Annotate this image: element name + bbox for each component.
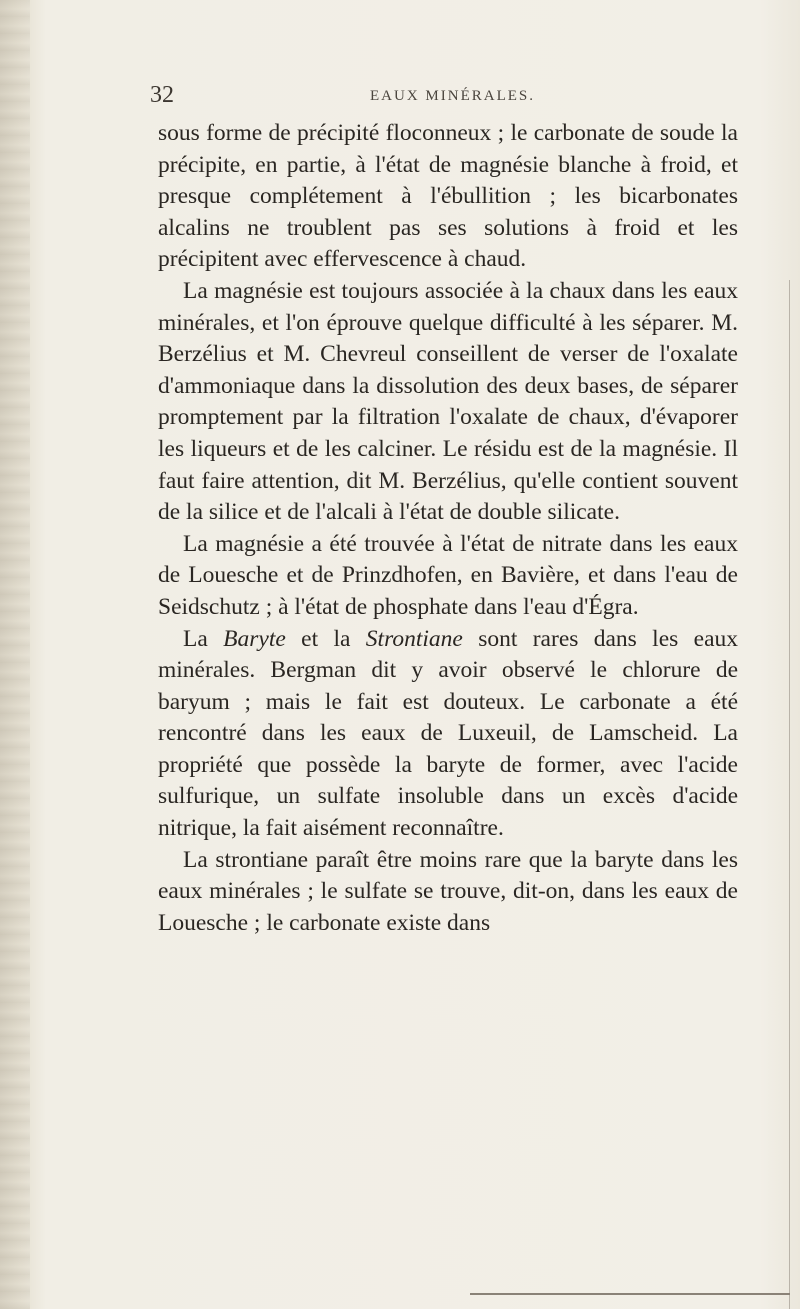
page-header (150, 82, 740, 122)
page-number: 32 (150, 82, 174, 108)
page-gutter (0, 0, 30, 1309)
page-edge (789, 280, 800, 1309)
page-bottom-rule (470, 1293, 790, 1295)
body-text (158, 118, 738, 939)
paragraph-3: La magnésie a été trouvée à l'état de nitrate dans les eaux de Louesche et de Prinzdhofen, en Bavière, et dans l'eau de Seidschutz ; à l'état de phosphate dans l'eau d'Égra. (158, 530, 738, 620)
paragraph-2: La magnésie est toujours associée à la chaux dans les eaux minérales, et l'on éprouve quelque difficulté à les séparer. M. Berzélius et M. Chevreul conseillent de verser de l'oxalate d'ammoniaque dans la dissolution des deux bases, de séparer promptement par la filtration l'oxalate de chaux, d'évaporer les liqueurs et de les calciner. Le résidu est de la magnésie. Il faut faire attention, dit M. Berzélius, qu'elle contient souvent de la silice et de l'alcali à l'état de double silicate. (158, 277, 738, 526)
paragraph-4-mid: et la (301, 625, 351, 652)
paragraph-4 (158, 624, 738, 845)
term-baryte: Baryte (223, 625, 286, 652)
paragraph-4-lead: La (183, 625, 208, 652)
running-head: EAUX MINÉRALES. (370, 88, 535, 104)
term-strontiane: Strontiane (365, 625, 463, 652)
paragraph-1: sous forme de précipité floconneux ; le carbonate de soude la précipite, en partie, à l'état de magnésie blanche à froid, et presque complétement à l'ébullition ; les bicarbonates alcalins ne troublent pas ses solutions à froid et les précipitent avec effervescence à chaud. (158, 120, 738, 273)
paragraph-5: La strontiane paraît être moins rare que la baryte dans les eaux minérales ; le sulfate se trouve, dit-on, dans les eaux de Louesche ; le carbonate existe dans (158, 846, 738, 936)
paragraph-4-rest: sont rares dans les eaux minérales. Bergman dit y avoir observé le chlorure de baryum ; mais le fait est douteux. Le carbonate a été rencontré dans les eaux de Luxeuil, de Lamscheid. La propriété que possède la baryte de former, avec l'acide sulfurique, un sulfate insoluble dans un excès d'acide nitrique, la fait aisément reconnaître. (158, 625, 739, 842)
